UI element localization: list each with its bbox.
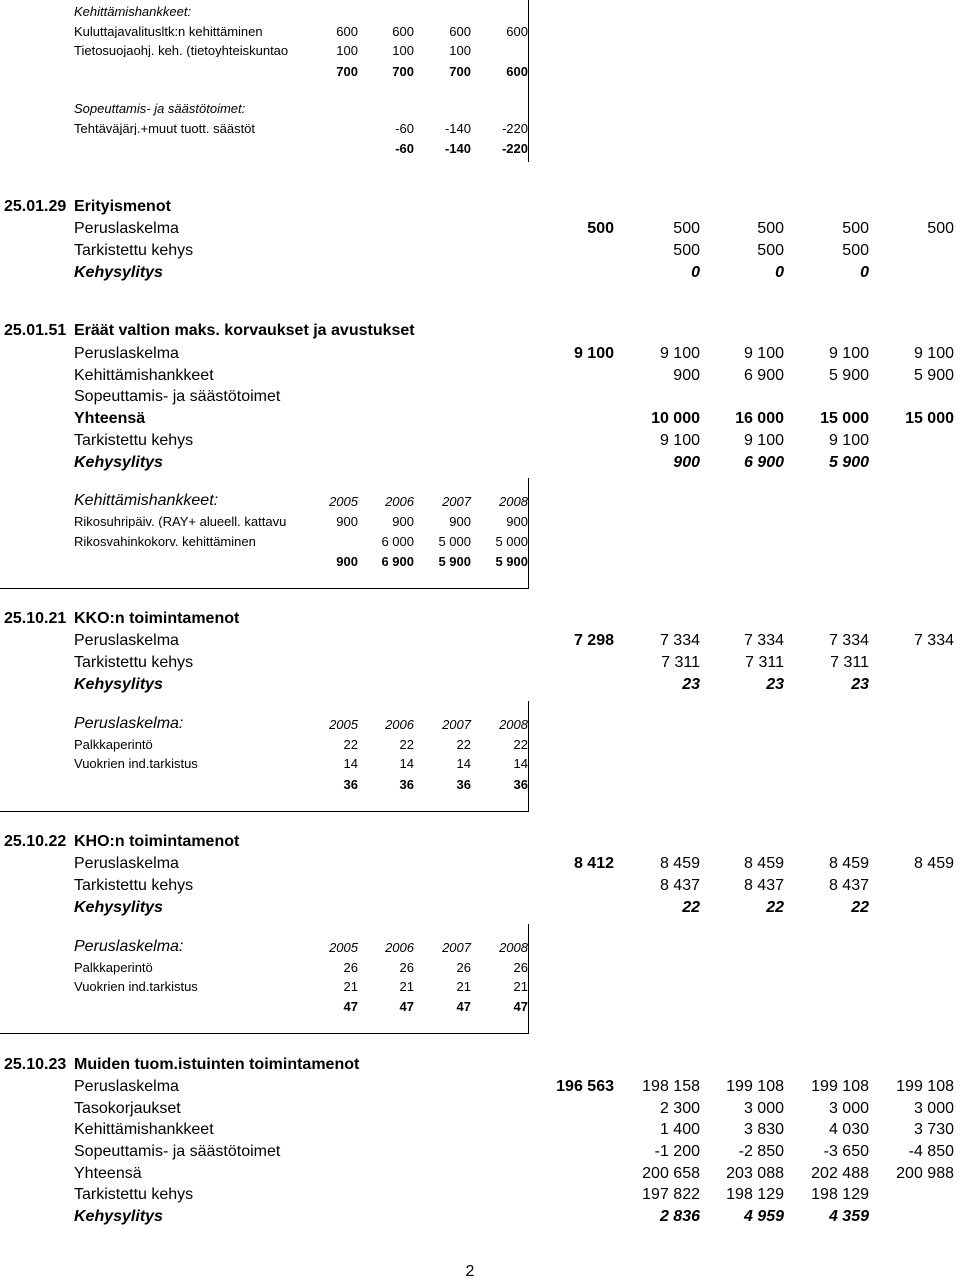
row-value: 7 334 bbox=[828, 632, 869, 649]
detail-year: 2008 bbox=[499, 940, 528, 955]
row-value: 5 900 bbox=[913, 367, 954, 384]
section-title: KKO:n toimintamenot bbox=[74, 610, 240, 627]
row-value: 7 311 bbox=[661, 654, 700, 671]
section-code: 25.10.22 bbox=[4, 833, 67, 850]
row-label: Kehittämishankkeet bbox=[74, 367, 214, 384]
row-value: 22 bbox=[682, 899, 700, 916]
row-value-base: 500 bbox=[587, 220, 614, 237]
row-value-base: 7 298 bbox=[573, 632, 614, 649]
row-value: 4 359 bbox=[828, 1208, 869, 1225]
row-value-base: 196 563 bbox=[556, 1078, 614, 1095]
row-value: 8 459 bbox=[828, 855, 869, 872]
detail-row-value: 14 bbox=[343, 756, 358, 771]
detail-year: 2007 bbox=[442, 940, 471, 955]
row-value: 5 900 bbox=[828, 454, 869, 471]
detail-row-label: Palkkaperintö bbox=[74, 960, 153, 975]
row-value: 500 bbox=[757, 242, 784, 259]
row-label: Tarkistettu kehys bbox=[74, 877, 194, 894]
row-label: Kehysylitys bbox=[74, 676, 163, 693]
detail-row-value: 600 bbox=[506, 24, 528, 39]
detail-row-value: 100 bbox=[336, 43, 358, 58]
detail-total-value: -60 bbox=[395, 141, 414, 156]
detail-total-value: 36 bbox=[399, 777, 414, 792]
detail-year: 2008 bbox=[499, 717, 528, 732]
section-code: 25.01.29 bbox=[4, 198, 67, 215]
row-value: 9 100 bbox=[743, 345, 784, 362]
row-value: 9 100 bbox=[913, 345, 954, 362]
detail-row-label: Palkkaperintö bbox=[74, 737, 153, 752]
row-value: 3 000 bbox=[913, 1100, 954, 1117]
table-divider bbox=[528, 701, 529, 811]
row-value: 200 988 bbox=[896, 1165, 954, 1182]
row-value: 500 bbox=[842, 242, 869, 259]
detail-year: 2007 bbox=[442, 717, 471, 732]
row-value: 10 000 bbox=[651, 410, 700, 427]
row-value: 8 437 bbox=[828, 877, 869, 894]
row-label: Kehysylitys bbox=[74, 899, 163, 916]
detail-year: 2005 bbox=[329, 494, 358, 509]
table-divider bbox=[528, 478, 529, 588]
detail-total-value: 36 bbox=[513, 777, 528, 792]
detail-row-value: 600 bbox=[392, 24, 414, 39]
row-label: Peruslaskelma bbox=[74, 855, 179, 872]
row-value: 16 000 bbox=[735, 410, 784, 427]
detail-row-value: 26 bbox=[343, 960, 358, 975]
row-label: Sopeuttamis- ja säästötoimet bbox=[74, 388, 281, 405]
row-value: 4 959 bbox=[743, 1208, 784, 1225]
row-value: 4 030 bbox=[828, 1121, 869, 1138]
detail-row-value: 100 bbox=[449, 43, 471, 58]
section-code: 25.10.21 bbox=[4, 610, 67, 627]
row-value: 500 bbox=[757, 220, 784, 237]
detail-year: 2006 bbox=[385, 717, 414, 732]
row-label: Kehysylitys bbox=[74, 1208, 163, 1225]
detail-row-value: 6 000 bbox=[381, 534, 414, 549]
detail-row-value: 900 bbox=[392, 514, 414, 529]
section-code: 25.01.51 bbox=[4, 322, 67, 339]
row-value: 0 bbox=[860, 264, 869, 281]
row-label: Peruslaskelma bbox=[74, 632, 179, 649]
detail-row-value: 14 bbox=[456, 756, 471, 771]
detail-row-value: 21 bbox=[343, 979, 358, 994]
detail-total-value: 5 900 bbox=[495, 554, 528, 569]
detail-row-value: -60 bbox=[395, 121, 414, 136]
row-label: Kehysylitys bbox=[74, 264, 163, 281]
row-label: Kehysylitys bbox=[74, 454, 163, 471]
detail-total-value: 700 bbox=[392, 64, 414, 79]
detail-total-value: 47 bbox=[513, 999, 528, 1014]
detail-row-value: 14 bbox=[399, 756, 414, 771]
row-value: 3 000 bbox=[828, 1100, 869, 1117]
detail-total-value: -140 bbox=[444, 141, 471, 156]
table-divider bbox=[0, 811, 529, 812]
detail-row-value: 26 bbox=[399, 960, 414, 975]
row-value: 9 100 bbox=[828, 432, 869, 449]
detail-row-value: 21 bbox=[456, 979, 471, 994]
row-value: 6 900 bbox=[743, 367, 784, 384]
table-divider bbox=[0, 1033, 529, 1034]
detail-year: 2005 bbox=[329, 940, 358, 955]
detail-row-value: 900 bbox=[449, 514, 471, 529]
row-value: 7 311 bbox=[745, 654, 784, 671]
detail-row-value: -140 bbox=[444, 121, 471, 136]
detail-row-value: 5 000 bbox=[438, 534, 471, 549]
row-value: 3 830 bbox=[743, 1121, 784, 1138]
detail-total-value: 5 900 bbox=[438, 554, 471, 569]
row-value: 500 bbox=[673, 242, 700, 259]
row-label: Kehittämishankkeet bbox=[74, 1121, 214, 1138]
row-value: 22 bbox=[851, 899, 869, 916]
row-value: -1 200 bbox=[654, 1143, 700, 1160]
detail-heading: Peruslaskelma: bbox=[74, 715, 184, 732]
row-value: 3 000 bbox=[743, 1100, 784, 1117]
detail-total-value: 600 bbox=[506, 64, 528, 79]
detail-row-label: Vuokrien ind.tarkistus bbox=[74, 756, 198, 771]
row-value: 7 334 bbox=[913, 632, 954, 649]
detail-heading: Peruslaskelma: bbox=[74, 938, 184, 955]
detail-total-value: 36 bbox=[343, 777, 358, 792]
section-title: Muiden tuom.istuinten toimintamenot bbox=[74, 1056, 360, 1073]
detail-total-value: -220 bbox=[501, 141, 528, 156]
row-value: -4 850 bbox=[908, 1143, 954, 1160]
detail-total-value: 900 bbox=[336, 554, 358, 569]
row-value: 0 bbox=[691, 264, 700, 281]
row-value: 7 311 bbox=[830, 654, 869, 671]
row-value: 1 400 bbox=[659, 1121, 700, 1138]
detail-row-value: 600 bbox=[336, 24, 358, 39]
row-value: 200 658 bbox=[642, 1165, 700, 1182]
row-label: Peruslaskelma bbox=[74, 1078, 179, 1095]
detail-total-value: 47 bbox=[456, 999, 471, 1014]
detail-total-value: 36 bbox=[456, 777, 471, 792]
row-value-base: 8 412 bbox=[573, 855, 614, 872]
section-title: KHO:n toimintamenot bbox=[74, 833, 240, 850]
row-label: Sopeuttamis- ja säästötoimet bbox=[74, 1143, 281, 1160]
detail-row-value: 26 bbox=[513, 960, 528, 975]
row-label: Peruslaskelma bbox=[74, 345, 179, 362]
row-value: 0 bbox=[775, 264, 784, 281]
row-value: 8 459 bbox=[913, 855, 954, 872]
detail-row-label: Rikosvahinkokorv. kehittäminen bbox=[74, 535, 256, 548]
detail-year: 2005 bbox=[329, 717, 358, 732]
row-value: 5 900 bbox=[828, 367, 869, 384]
row-value: 22 bbox=[766, 899, 784, 916]
row-value: 9 100 bbox=[743, 432, 784, 449]
row-label: Yhteensä bbox=[74, 410, 146, 427]
row-value: 197 822 bbox=[642, 1186, 700, 1203]
detail-year: 2006 bbox=[385, 494, 414, 509]
detail-row-value: 21 bbox=[513, 979, 528, 994]
detail-row-value: 26 bbox=[456, 960, 471, 975]
detail-row-value: 100 bbox=[392, 43, 414, 58]
detail-total-value: 47 bbox=[343, 999, 358, 1014]
detail-row-value: 14 bbox=[513, 756, 528, 771]
row-value: -2 850 bbox=[738, 1143, 784, 1160]
table-divider bbox=[528, 924, 529, 1033]
row-label: Tasokorjaukset bbox=[74, 1100, 181, 1117]
detail-row-value: -220 bbox=[501, 121, 528, 136]
detail-row-label: Tehtäväjärj.+muut tuott. säästöt bbox=[74, 122, 256, 135]
detail-row-value: 5 000 bbox=[495, 534, 528, 549]
detail-row-value: 22 bbox=[513, 737, 528, 752]
detail-heading: Kehittämishankkeet: bbox=[74, 492, 219, 509]
row-value: 8 459 bbox=[743, 855, 784, 872]
section-code: 25.10.23 bbox=[4, 1056, 67, 1073]
detail-row-value: 900 bbox=[506, 514, 528, 529]
row-value: 6 900 bbox=[743, 454, 784, 471]
row-value: 2 300 bbox=[659, 1100, 700, 1117]
row-value: 198 129 bbox=[726, 1186, 784, 1203]
detail-year: 2006 bbox=[385, 940, 414, 955]
detail-total-value: 700 bbox=[449, 64, 471, 79]
section-title: Eräät valtion maks. korvaukset ja avustukset bbox=[74, 322, 415, 339]
row-value: 199 108 bbox=[811, 1078, 869, 1095]
row-value: 202 488 bbox=[811, 1165, 869, 1182]
detail-row-label: Vuokrien ind.tarkistus bbox=[74, 979, 198, 994]
row-value: 8 437 bbox=[743, 877, 784, 894]
row-value: 15 000 bbox=[820, 410, 869, 427]
row-value: 500 bbox=[927, 220, 954, 237]
section-title: Erityismenot bbox=[74, 198, 171, 215]
row-value: 2 836 bbox=[659, 1208, 700, 1225]
detail-year: 2007 bbox=[442, 494, 471, 509]
table-divider bbox=[528, 0, 529, 162]
row-label: Tarkistettu kehys bbox=[74, 242, 194, 259]
row-label: Tarkistettu kehys bbox=[74, 1186, 194, 1203]
detail-row-value: 21 bbox=[399, 979, 414, 994]
row-label: Tarkistettu kehys bbox=[74, 432, 194, 449]
row-value: 3 730 bbox=[913, 1121, 954, 1138]
row-value: 198 158 bbox=[642, 1078, 700, 1095]
row-value: 23 bbox=[682, 676, 700, 693]
row-value: 9 100 bbox=[659, 432, 700, 449]
detail-heading: Kehittämishankkeet: bbox=[74, 4, 192, 19]
detail-row-value: 22 bbox=[456, 737, 471, 752]
row-value: 198 129 bbox=[811, 1186, 869, 1203]
row-value: 7 334 bbox=[659, 632, 700, 649]
row-value: 199 108 bbox=[896, 1078, 954, 1095]
row-value: 900 bbox=[673, 367, 700, 384]
row-value: 500 bbox=[842, 220, 869, 237]
detail-year: 2008 bbox=[499, 494, 528, 509]
row-value: 8 459 bbox=[659, 855, 700, 872]
row-value: 23 bbox=[851, 676, 869, 693]
detail-row-value: 600 bbox=[449, 24, 471, 39]
table-divider bbox=[0, 588, 529, 589]
row-value: 203 088 bbox=[726, 1165, 784, 1182]
detail-row-label: Tietosuojaohj. keh. (tietoyhteiskuntao bbox=[74, 44, 289, 57]
detail-row-value: 22 bbox=[343, 737, 358, 752]
detail-total-value: 47 bbox=[399, 999, 414, 1014]
detail-row-value: 22 bbox=[399, 737, 414, 752]
detail-row-value: 900 bbox=[336, 514, 358, 529]
row-label: Peruslaskelma bbox=[74, 220, 179, 237]
detail-row-label: Kuluttajavalitusltk:n kehittäminen bbox=[74, 25, 263, 38]
detail-total-value: 6 900 bbox=[381, 554, 414, 569]
detail-row-label: Rikosuhripäiv. (RAY+ alueell. kattavu bbox=[74, 515, 287, 528]
row-value-base: 9 100 bbox=[573, 345, 614, 362]
row-label: Tarkistettu kehys bbox=[74, 654, 194, 671]
row-value: 23 bbox=[766, 676, 784, 693]
row-value: 7 334 bbox=[743, 632, 784, 649]
row-value: 900 bbox=[673, 454, 700, 471]
detail-total-value: 700 bbox=[336, 64, 358, 79]
row-value: 8 437 bbox=[659, 877, 700, 894]
row-value: 199 108 bbox=[726, 1078, 784, 1095]
row-value: 15 000 bbox=[905, 410, 954, 427]
row-value: -3 650 bbox=[823, 1143, 869, 1160]
row-value: 500 bbox=[673, 220, 700, 237]
row-value: 9 100 bbox=[828, 345, 869, 362]
page-number: 2 bbox=[465, 1263, 475, 1280]
row-label: Yhteensä bbox=[74, 1165, 142, 1182]
row-value: 9 100 bbox=[659, 345, 700, 362]
detail-heading: Sopeuttamis- ja säästötoimet: bbox=[74, 101, 246, 116]
